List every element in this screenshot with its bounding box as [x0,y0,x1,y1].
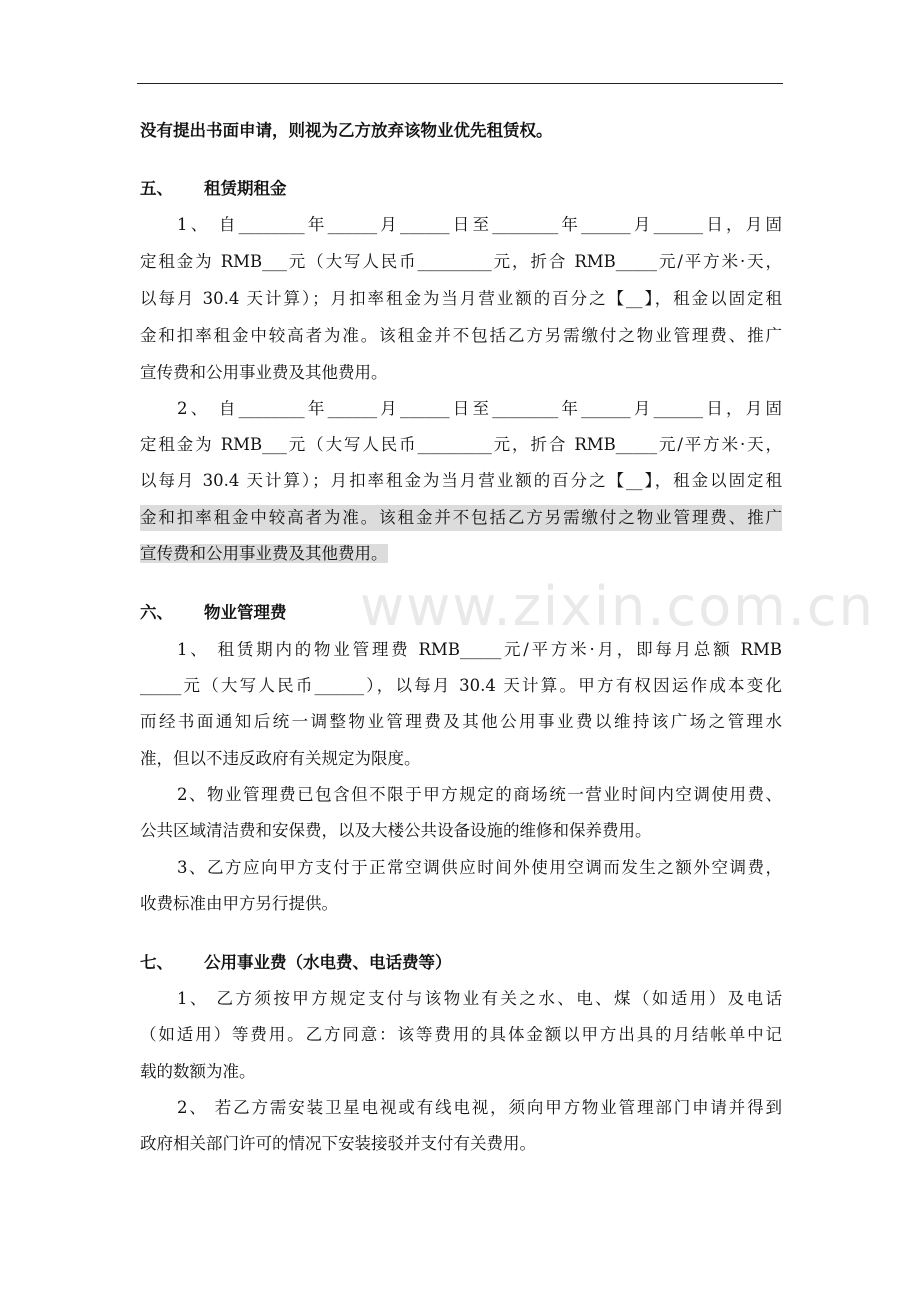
section-7-heading [140,950,782,976]
paragraph-line: 宣传费和公用事业费及其他费用。 [140,363,388,382]
section-6-heading [140,600,782,626]
paragraph-line: _____元（大写人民币______），以每月 30.4 天计算。甲方有权因运作成本变化 [140,676,782,695]
paragraph-line: 2、 若乙方需安装卫星电视或有线电视，须向甲方物业管理部门申请并得到 [177,1098,782,1117]
paragraph-line: 定租金为 RMB___元（大写人民币_________元，折合 RMB_____元/平方米·天， [140,252,782,271]
watermark: www.zixin.com.cn [360,575,875,638]
paragraph-line-highlighted: 金和扣率租金中较高者为准。该租金并不包括乙方另需缴付之物业管理费、推广 [140,505,782,531]
paragraph-line: 公共区域清洁费和安保费，以及大楼公共设备设施的维修和保养费用。 [140,821,652,840]
paragraph-line: 以每月 30.4 天计算）；月扣率租金为当月营业额的百分之【__】，租金以固定租 [140,289,782,308]
section-5-heading [140,176,782,202]
section-number: 五、 [140,179,173,198]
section-number: 七、 [140,953,173,972]
paragraph-line: 以每月 30.4 天计算）；月扣率租金为当月营业额的百分之【__】，租金以固定租 [140,471,782,490]
paragraph-line: 准，但以不违反政府有关规定为限度。 [140,749,421,768]
top-line: 没有提出书面申请，则视为乙方放弃该物业优先租赁权。 [140,121,553,140]
paragraph-line: 政府相关部门许可的情况下安装接驳并支付有关费用。 [140,1134,536,1153]
paragraph-line: 收费标准由甲方另行提供。 [140,894,338,913]
paragraph-line: 2、物业管理费已包含但不限于甲方规定的商场统一营业时间内空调使用费、 [177,785,782,804]
paragraph-line: （如适用）等费用。乙方同意：该等费用的具体金额以甲方出具的月结帐单中记 [140,1025,782,1044]
section-number: 六、 [140,603,173,622]
header-rule [137,83,783,84]
paragraph-line: 2、 自________年______月______日至________年______月______日，月固 [177,399,782,418]
paragraph-line: 3、乙方应向甲方支付于正常空调供应时间外使用空调而发生之额外空调费， [177,858,782,877]
section-title: 物业管理费 [204,603,287,622]
section-title: 公用事业费（水电费、电话费等） [204,953,452,972]
paragraph-line: 1、 乙方须按甲方规定支付与该物业有关之水、电、煤（如适用）及电话 [177,989,782,1008]
paragraph-line-highlighted: 宣传费和公用事业费及其他费用。 [140,544,388,563]
paragraph-line: 载的数额为准。 [140,1062,256,1081]
paragraph-line: 而经书面通知后统一调整物业管理费及其他公用事业费以维持该广场之管理水 [140,712,782,731]
paragraph-line: 金和扣率租金中较高者为准。该租金并不包括乙方另需缴付之物业管理费、推广 [140,326,782,345]
paragraph-line: 1、 租赁期内的物业管理费 RMB_____元/平方米·月，即每月总额 RMB [177,640,782,659]
section-title: 租赁期租金 [204,179,287,198]
paragraph-line: 1、 自________年______月______日至________年______月______日，月固 [177,215,782,234]
paragraph-line: 定租金为 RMB___元（大写人民币_________元，折合 RMB_____元/平方米·天， [140,435,782,454]
